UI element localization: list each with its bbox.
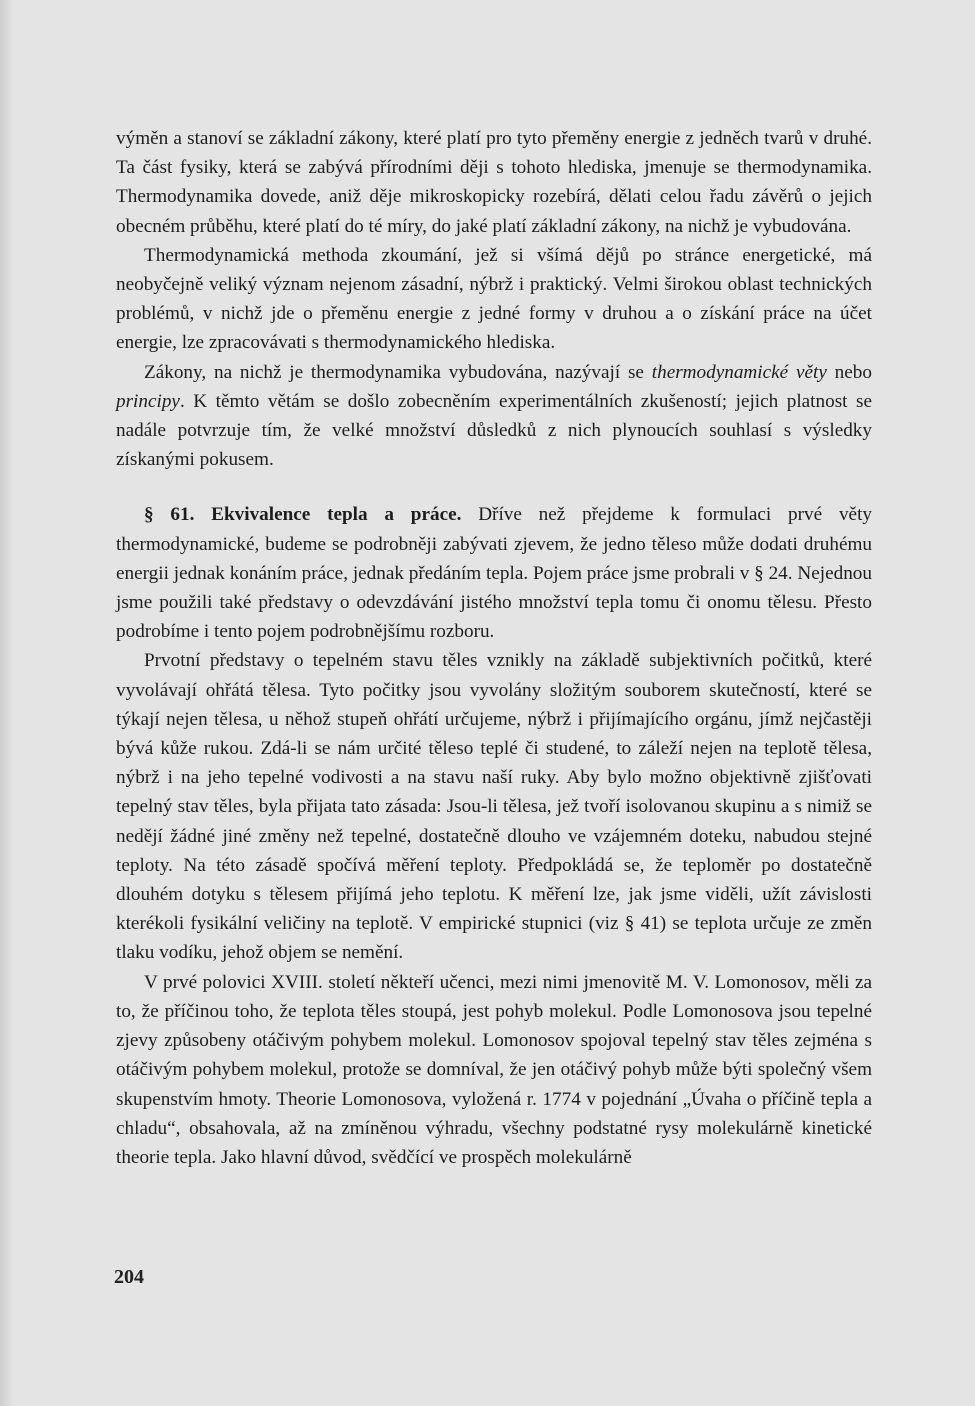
term-thermodynamic-laws: thermodynamické věty bbox=[651, 361, 827, 383]
page-number: 204 bbox=[114, 1266, 144, 1288]
section-heading: § 61. Ekvivalence tepla a práce. bbox=[144, 504, 462, 526]
paragraph-3-rest: . K těmto větám se došlo zobecněním experimentálních zkušeností; jejich platnost se nadále potvrzuje tím, že velké množství důsledků z nich plynoucích souhlasí s výsledky získanými pokusem. bbox=[116, 390, 872, 471]
paragraph-6: V prvé polovici XVIII. století někteří učenci, mezi nimi jmenovitě M. V. Lomonosov, měli za to, že příčinou toho, že teplota těles stoupá, jest pohyb molekul. Podle Lomonosova jsou tepelné zjevy způsobeny otáčivým pohybem molekul. Lomonosov spojoval tepelný stav těles zejména s otáčivým pohybem molekul, protože se domníval, že jen otáčivý pohyb může býti společný všem skupenstvím hmoty. Theorie Lomonosova, vyložená r. 1774 v pojednání „Úvaha o příčině tepla a chladu“, obsahovala, až na zmíněnou výhradu, všechny podstatné rysy molekulárně kinetické theorie tepla. Jako hlavní důvod, svědčící ve prospěch molekulárně bbox=[116, 971, 872, 1168]
paragraph-1: výměn a stanoví se základní zákony, které platí pro tyto přeměny energie z jedněch tvarů v druhé. Ta část fysiky, která se zabývá přírodními ději s tohoto hlediska, jmenuje se thermodynamika. Thermodynamika dovede, aniž děje mikroskopicky rozebírá, dělati celou řadu závěrů o jejich obecném průběhu, které platí do té míry, do jaké platí základní zákony, na nichž je vybudována. bbox=[116, 128, 872, 237]
paragraph-4 bbox=[116, 500, 872, 646]
paragraph-3-lead: Zákony, na nichž je thermodynamika vybudována, nazývají se bbox=[144, 361, 652, 383]
paragraph-3 bbox=[116, 358, 872, 475]
paragraph-2: Thermodynamická methoda zkoumání, jež si všímá dějů po stránce energetické, má neobyčejně veliký význam nejenom zásadní, nýbrž i praktický. Velmi širokou oblast technických problémů, v nichž jde o přeměnu energie z jedné formy v druhou a o získání práce na účet energie, lze zpracovávati s thermodynamického hlediska. bbox=[116, 244, 872, 354]
paragraph-5: Prvotní představy o tepelném stavu těles vznikly na základě subjektivních počitků, které vyvolávají ohřátá tělesa. Tyto počitky jsou vyvolány složitým souborem skutečností, které se týkají nejen tělesa, u něhož stupeň ohřátí určujeme, nýbrž i přijímajícího orgánu, jímž nejčastěji bývá kůže rukou. Zdá-li se nám určité těleso teplé či studené, to záleží nejen na teplotě tělesa, nýbrž i na jeho tepelné vodivosti a na stavu naší ruky. Aby bylo možno objektivně zjišťovati tepelný stav těles, byla přijata tato zásada: Jsou-li tělesa, jež tvoří isolovanou skupinu a s nimiž se nedějí žádné jiné změny než tepelné, dostatečně dlouho ve vzájemném doteku, nabudou stejné teploty. Na této zásadě spočívá měření teploty. Předpokládá se, že teploměr po dostatečně dlouhém dotyku s tělesem přijímá jeho teplotu. K měření lze, jak jsme viděli, užít závislosti kterékoli fysikální veličiny na teplotě. V empirické stupnici (viz § 41) se teplota určuje ze změn tlaku vodíku, jehož objem se nemění. bbox=[116, 650, 872, 964]
body-text bbox=[116, 124, 872, 1172]
paragraph-4-text: Dříve než přejdeme k formulaci prvé věty thermodynamické, budeme se podrobněji zabývati zjevem, že jedno těleso může dodati druhému energii jednak konáním práce, jednak předáním tepla. Pojem práce jsme probrali v § 24. Nejednou jsme použili také představy o odevzdávání jistého množství tepla tomu či onomu tělesu. Přesto podrobíme i tento pojem podrobnějšímu rozboru. bbox=[116, 504, 872, 643]
term-principles: principy bbox=[116, 390, 180, 412]
paragraph-3-conj: nebo bbox=[826, 361, 872, 383]
